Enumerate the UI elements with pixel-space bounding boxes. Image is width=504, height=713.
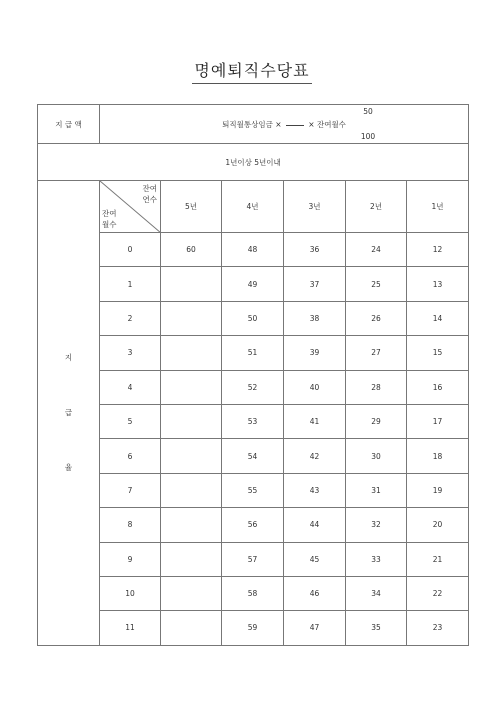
rate-cell: 50 [222, 301, 284, 335]
rate-cell: 16 [407, 370, 469, 404]
rate-cell: 14 [407, 301, 469, 335]
rate-label-char: 급 [64, 408, 73, 418]
rate-cell: 36 [284, 233, 346, 267]
rate-cell: 60 [161, 233, 222, 267]
rate-cell [161, 473, 222, 507]
rate-cell [161, 542, 222, 576]
corner-top-line1: 잔여 [142, 184, 157, 193]
rate-cell: 13 [407, 267, 469, 301]
rate-cell: 39 [284, 336, 346, 370]
rate-cell: 34 [346, 576, 407, 610]
remaining-months-cell: 4 [100, 370, 161, 404]
period-label: 1년이상 5년이내 [38, 144, 469, 181]
rate-cell: 41 [284, 404, 346, 438]
rate-cell: 12 [407, 233, 469, 267]
rate-cell [161, 404, 222, 438]
rate-cell: 31 [346, 473, 407, 507]
corner-bottom-line2: 월수 [102, 220, 117, 229]
corner-top-line2: 연수 [142, 195, 157, 204]
rate-cell: 18 [407, 439, 469, 473]
remaining-months-cell: 1 [100, 267, 161, 301]
rate-cell: 26 [346, 301, 407, 335]
document-title: 명예퇴직수당표 [192, 61, 311, 84]
rate-cell: 43 [284, 473, 346, 507]
formula-right-term: × 잔여월수 [308, 120, 346, 129]
rate-cell: 57 [222, 542, 284, 576]
table-row [38, 473, 469, 507]
table-row [38, 404, 469, 438]
period-row [38, 144, 469, 181]
payment-label: 지 급 액 [38, 105, 100, 144]
rate-label-char: 지 [64, 353, 73, 363]
remaining-months-cell: 6 [100, 439, 161, 473]
rate-label-cell [38, 181, 100, 646]
rate-cell [161, 508, 222, 542]
rate-cell: 54 [222, 439, 284, 473]
retirement-allowance-table [37, 104, 469, 646]
rate-cell: 56 [222, 508, 284, 542]
formula [100, 105, 468, 143]
rate-cell [161, 439, 222, 473]
rate-cell: 59 [222, 611, 284, 645]
rate-cell [161, 336, 222, 370]
formula-left-term: 퇴직월통상임금 × [222, 120, 282, 129]
rate-cell: 25 [346, 267, 407, 301]
rate-cell: 47 [284, 611, 346, 645]
table-row [38, 233, 469, 267]
rate-cell: 22 [407, 576, 469, 610]
table-row [38, 576, 469, 610]
rate-cell [161, 370, 222, 404]
table-row [38, 611, 469, 645]
rate-cell: 32 [346, 508, 407, 542]
rate-cell: 15 [407, 336, 469, 370]
rate-cell: 51 [222, 336, 284, 370]
rate-cell: 20 [407, 508, 469, 542]
corner-header [100, 181, 161, 233]
corner-bottom-line1: 잔여 [102, 209, 117, 218]
remaining-months-cell: 0 [100, 233, 161, 267]
table-row [38, 439, 469, 473]
rate-label-char: 율 [64, 463, 73, 473]
rate-cell: 55 [222, 473, 284, 507]
table-row [38, 370, 469, 404]
remaining-months-cell: 2 [100, 301, 161, 335]
formula-numerator: 50 [363, 107, 373, 116]
rate-cell: 42 [284, 439, 346, 473]
rate-cell: 44 [284, 508, 346, 542]
formula-expression [100, 119, 468, 130]
rate-cell: 21 [407, 542, 469, 576]
rate-cell: 37 [284, 267, 346, 301]
year-header: 4년 [222, 181, 284, 233]
remaining-months-cell: 9 [100, 542, 161, 576]
header-row [38, 181, 469, 233]
remaining-months-cell: 8 [100, 508, 161, 542]
rate-cell: 33 [346, 542, 407, 576]
corner-bottom-label [102, 208, 117, 230]
rate-cell: 28 [346, 370, 407, 404]
rate-cell [161, 576, 222, 610]
corner-top-label [143, 183, 158, 205]
formula-denominator: 100 [360, 132, 376, 141]
payment-row [38, 105, 469, 144]
rate-cell: 29 [346, 404, 407, 438]
rate-cell: 30 [346, 439, 407, 473]
rate-cell: 27 [346, 336, 407, 370]
rate-cell: 35 [346, 611, 407, 645]
remaining-months-cell: 3 [100, 336, 161, 370]
table-row [38, 301, 469, 335]
remaining-months-cell: 10 [100, 576, 161, 610]
rate-cell: 49 [222, 267, 284, 301]
year-header: 5년 [161, 181, 222, 233]
rate-cell: 38 [284, 301, 346, 335]
fraction-bar [286, 125, 304, 126]
rate-cell [161, 267, 222, 301]
year-header: 2년 [346, 181, 407, 233]
table-row [38, 336, 469, 370]
rate-cell: 45 [284, 542, 346, 576]
rate-cell: 17 [407, 404, 469, 438]
rate-cell: 48 [222, 233, 284, 267]
rate-cell: 46 [284, 576, 346, 610]
remaining-months-cell: 5 [100, 404, 161, 438]
rate-cell: 23 [407, 611, 469, 645]
rate-cell: 24 [346, 233, 407, 267]
rate-cell: 58 [222, 576, 284, 610]
table-row [38, 508, 469, 542]
document-title-wrap [0, 58, 504, 81]
rate-cell: 19 [407, 473, 469, 507]
rate-label [38, 330, 99, 495]
rate-cell: 40 [284, 370, 346, 404]
table-row [38, 542, 469, 576]
year-header: 1년 [407, 181, 469, 233]
rate-cell [161, 301, 222, 335]
rate-cell [161, 611, 222, 645]
table-row [38, 267, 469, 301]
formula-cell [100, 105, 469, 144]
rate-cell: 53 [222, 404, 284, 438]
remaining-months-cell: 11 [100, 611, 161, 645]
rate-cell: 52 [222, 370, 284, 404]
remaining-months-cell: 7 [100, 473, 161, 507]
year-header: 3년 [284, 181, 346, 233]
